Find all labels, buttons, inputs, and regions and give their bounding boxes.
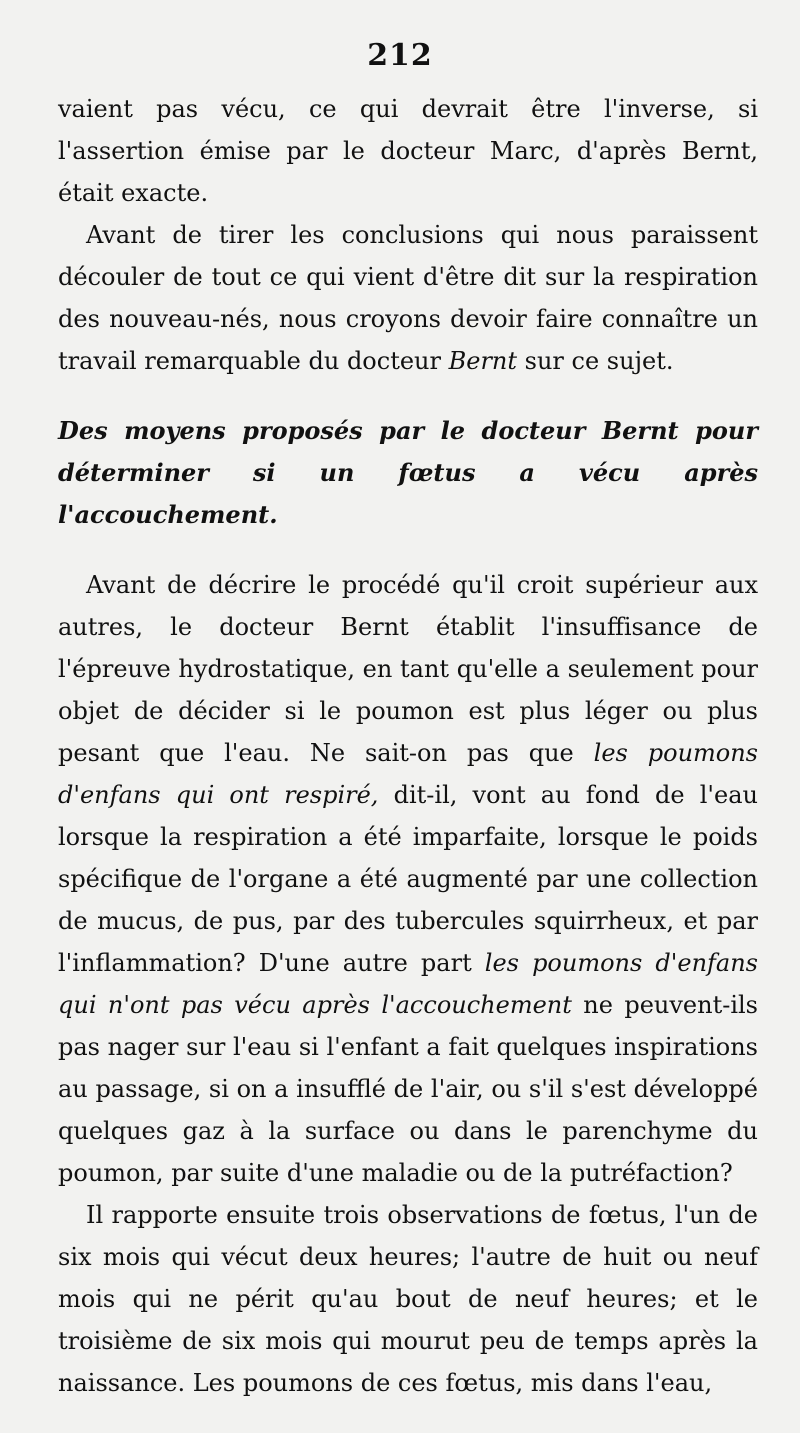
paragraph-2-text-a: Avant de tirer les conclusions qui nous paraissent découler de tout ce qui vient d'être dit sur la respiration des nouveau-nés, nous croyons devoir faire connaître un travail remarquable du docteur [58,221,758,375]
page-number: 212 [367,38,433,73]
spacer [58,536,758,564]
section-heading: Des moyens proposés par le docteur Bernt pour déterminer si un fœtus a vécu après l'accouchement. [58,416,758,529]
paragraph-3-text-a: Avant de décrire le procédé qu'il croit supérieur aux autres, le docteur Bernt établit l'insuffisance de l'épreuve hydrostatique, en tant qu'elle a seulement pour objet de décider si le poumon est plus léger ou plus pesant que l'eau. Ne sait-on pas que [58,571,758,767]
spacer [58,382,758,410]
page-text [58,88,758,1404]
paragraph-3-italic-d: les poumons d'enfans qui n'ont pas vécu après l'accouchement [58,949,758,1019]
paragraph-3 [58,564,758,1194]
paragraph-3-text-c: dit-il, vont au fond de l'eau lorsque la respiration a été imparfaite, lorsque le poids spécifique de l'organe a été augmenté par une collection de mucus, de pus, par des tubercules squirrheux, et par l'inflammation? D'une autre part [58,781,759,977]
paragraph-4: Il rapporte ensuite trois observations de fœtus, l'un de six mois qui vécut deux heures; l'autre de huit ou neuf mois qui ne périt qu'au bout de neuf heures; et le troisième de six mois qui mourut peu de temps après la naissance. Les poumons de ces fœtus, mis dans l'eau, [58,1201,758,1397]
paragraph-3-text-e: ne peuvent-ils pas nager sur l'eau si l'enfant a fait quelques inspirations au passage, si on a insufflé de l'air, ou s'il s'est développé quelques gaz à la surface ou dans le parenchyme du poumon, par suite d'une maladie ou de la putréfaction? [58,991,758,1187]
paragraph-3-italic-b: les poumons d'enfans qui ont respiré, [58,739,758,809]
paragraph-2 [58,214,758,382]
paragraph-1: vaient pas vécu, ce qui devrait être l'inverse, si l'assertion émise par le docteur Marc, d'après Bernt, était exacte. [58,95,758,207]
paragraph-2-name-bernt: Bernt [448,347,518,375]
paragraph-2-text-c: sur ce sujet. [517,347,674,375]
